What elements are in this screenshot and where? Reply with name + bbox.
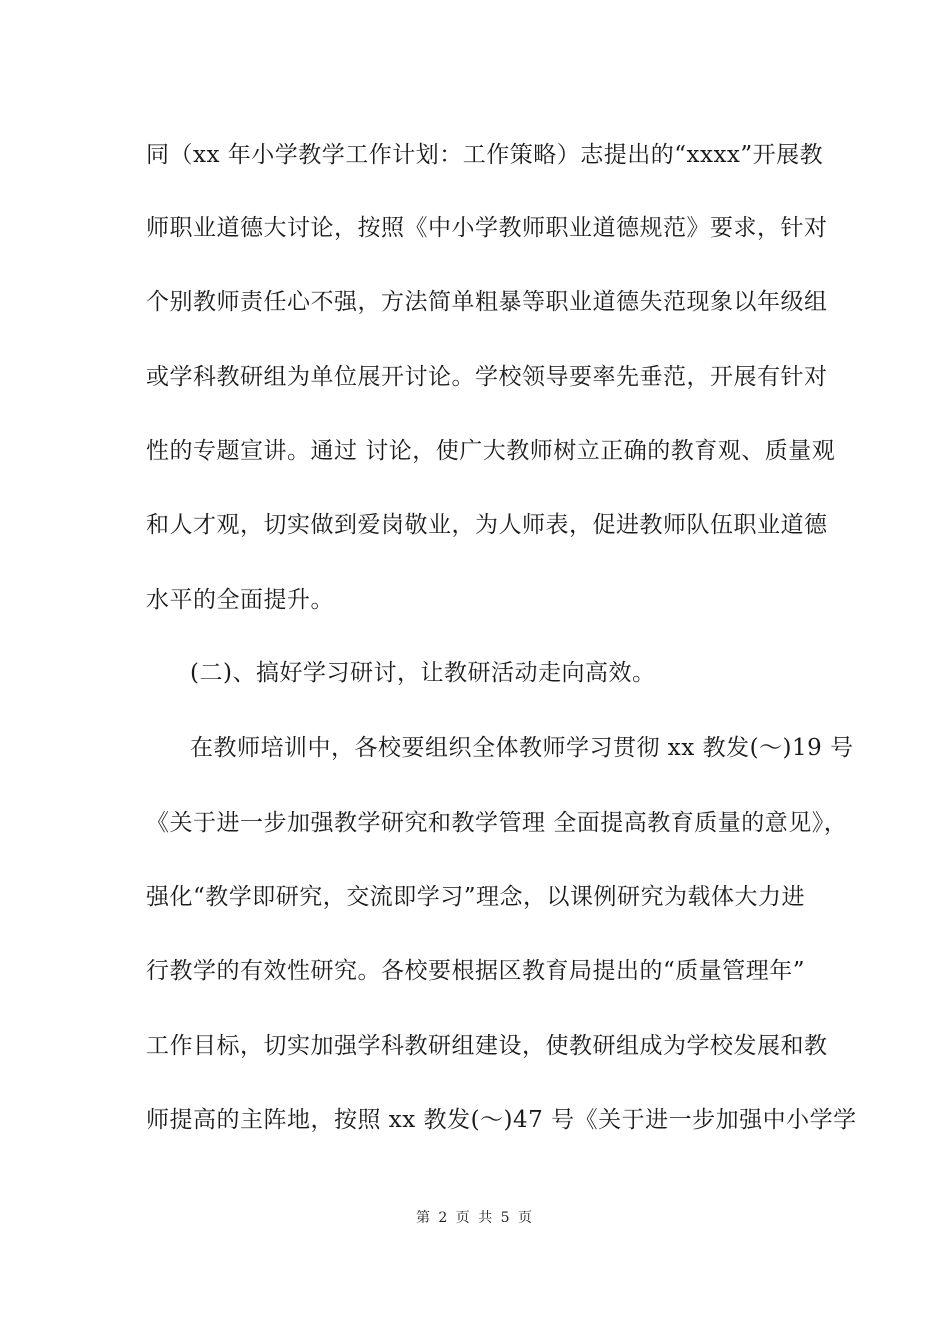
text-line: 和人才观，切实做到爱岗敬业，为人师表，促进教师队伍职业道德 (146, 512, 828, 538)
text-line: 个别教师责任心不强，方法简单粗暴等职业道德失范现象以年级组 (146, 289, 828, 315)
text-line: 行教学的有效性研究。各校要根据区教育局提出的“质量管理年” (146, 958, 806, 984)
text-line: 或学科教研组为单位展开讨论。学校领导要率先垂范，开展有针对 (146, 364, 828, 390)
text-line: 师职业道德大讨论，按照《中小学教师职业道德规范》要求，针对 (146, 215, 828, 241)
text-line: 同（xx 年小学教学工作计划：工作策略）志提出的“xxxx”开展教 (146, 142, 824, 168)
text-line: 《关于进一步加强教学研究和教学管理 全面提高教育质量的意见》， (146, 810, 848, 836)
text-line: 水平的全面提升。 (146, 587, 334, 613)
text-line: 强化“教学即研究，交流即学习”理念，以课例研究为载体大力进 (146, 884, 806, 910)
text-line: 师提高的主阵地，按照 xx 教发(～)47 号《关于进一步加强中小学学 (146, 1107, 857, 1133)
page-number: 第 2 页 共 5 页 (415, 1210, 535, 1226)
text-line: 在教师培训中，各校要组织全体教师学习贯彻 xx 教发(～)19 号 (190, 735, 854, 761)
text-line: 性的专题宣讲。通过 讨论，使广大教师树立正确的教育观、质量观 (146, 438, 836, 464)
text-line: 工作目标，切实加强学科教研组建设，使教研组成为学校发展和教 (146, 1033, 828, 1059)
section-heading: (二)、搞好学习研讨，让教研活动走向高效。 (190, 660, 656, 686)
